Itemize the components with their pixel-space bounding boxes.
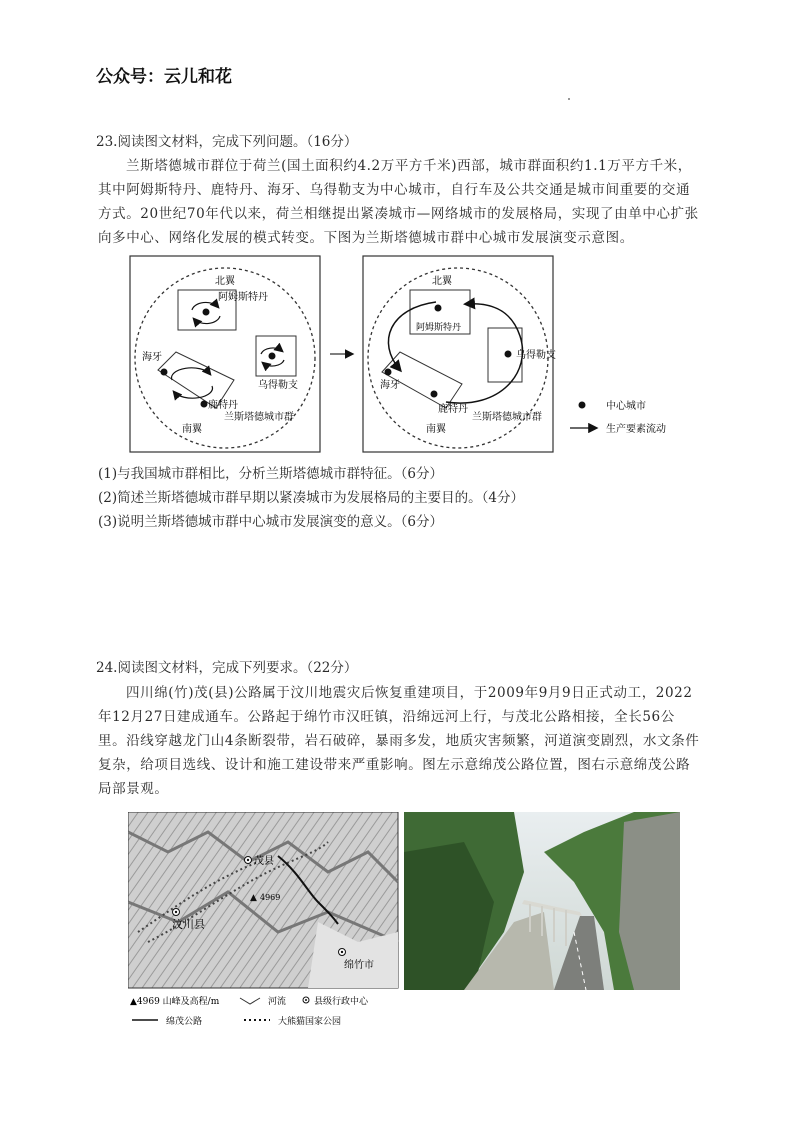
mianzhu-label: 绵竹市 (344, 960, 374, 971)
north-label-right: 北翼 (432, 276, 452, 287)
legend-road: 绵茂公路 (166, 1017, 203, 1027)
utrecht-dot-left (269, 353, 276, 360)
hague-label-left: 海牙 (142, 352, 162, 363)
south-label-left: 南翼 (182, 424, 202, 435)
legend-park: 大熊猫国家公园 (278, 1017, 342, 1027)
q23-title: 23.阅读图文材料，完成下列问题。（16分） (96, 134, 358, 150)
q24-map (128, 812, 402, 1032)
rotterdam-label-right: 鹿特丹 (438, 404, 468, 415)
amsterdam-label-right: 阿姆斯特丹 (416, 323, 462, 333)
svg-text:▲: ▲ (250, 893, 257, 903)
q24-title: 24.阅读图文材料，完成下列要求。（22分） (96, 660, 358, 676)
maoxian-label: 茂县 (254, 856, 274, 867)
rotterdam-label-left: 鹿特丹 (208, 400, 238, 411)
diagram-right-panel (363, 256, 556, 452)
legend-county: 县级行政中心 (314, 997, 369, 1007)
speck (568, 98, 570, 100)
region-label-right: 兰斯塔德城市群 (472, 412, 542, 423)
wenchuan-label: 汶川县 (172, 918, 205, 931)
q23-question-2: (2)简述兰斯塔德城市群早期以紧凑城市为发展格局的主要目的。（4分） (98, 490, 524, 506)
q23-question-3: (3)说明兰斯塔德城市群中心城市发展演变的意义。（6分） (98, 514, 443, 530)
legend-center-city: 中心城市 (606, 401, 646, 412)
south-label-right: 南翼 (426, 424, 446, 435)
diagram-legend (570, 399, 666, 435)
q23-question-1: (1)与我国城市群相比，分析兰斯塔德城市群特征。（6分） (98, 466, 443, 482)
region-label-left: 兰斯塔德城市群 (224, 412, 294, 423)
hague-label-right: 海牙 (380, 380, 400, 391)
utrecht-dot-right (505, 351, 512, 358)
rotterdam-dot-left (201, 401, 208, 408)
north-label-left: 北翼 (215, 276, 235, 287)
amsterdam-dot-right (435, 305, 442, 312)
account-header: 公众号：云儿和花 (96, 67, 232, 87)
amsterdam-label-left: 阿姆斯特丹 (218, 292, 268, 303)
amsterdam-dot-left (203, 309, 210, 316)
peak-label: 4969 (260, 893, 281, 902)
utrecht-label-left: 乌得勒支 (258, 380, 298, 391)
legend-flow: 生产要素流动 (606, 424, 666, 435)
legend-river: 河流 (268, 997, 287, 1007)
hague-dot-left (161, 369, 168, 376)
hague-dot-right (385, 369, 392, 376)
q23-paragraph: 兰斯塔德城市群位于荷兰(国土面积约4.2万平方千米)西部，城市群面积约1.1万平方千米，其中阿姆斯特丹、鹿特丹、海牙、乌得勒支为中心城市，自行车及公共交通是城市间重要的交通方式。20世纪70年代以来，荷兰相继提出紧凑城市—网络城市的发展格局，实现了由单中心扩张向多中心、网络化发展的模式转变。下图为兰斯塔德城市群中心城市发展演变示意图。 (98, 158, 699, 246)
diagram-left-panel (130, 256, 320, 452)
rotterdam-dot-right (431, 391, 438, 398)
road-landscape-photo (404, 812, 680, 990)
legend-peak: ▲4969 山峰及高程/m (130, 997, 220, 1007)
q24-paragraph: 四川绵(竹)茂(县)公路属于汶川地震灾后恢复重建项目，于2009年9月9日正式动工，2022年12月27日建成通车。公路起于绵竹市汉旺镇，沿绵远河上行，与茂北公路相接，全长56公里。沿线穿越龙门山4条断裂带，岩石破碎，暴雨多发，地质灾害频繁，河道演变剧烈，水文条件复杂，给项目选线、设计和施工建设带来严重影响。图左示意绵茂公路位置，图右示意绵茂公路局部景观。 (98, 685, 700, 797)
q23-diagram (120, 252, 720, 458)
utrecht-label-right: 乌得勒支 (516, 350, 556, 361)
